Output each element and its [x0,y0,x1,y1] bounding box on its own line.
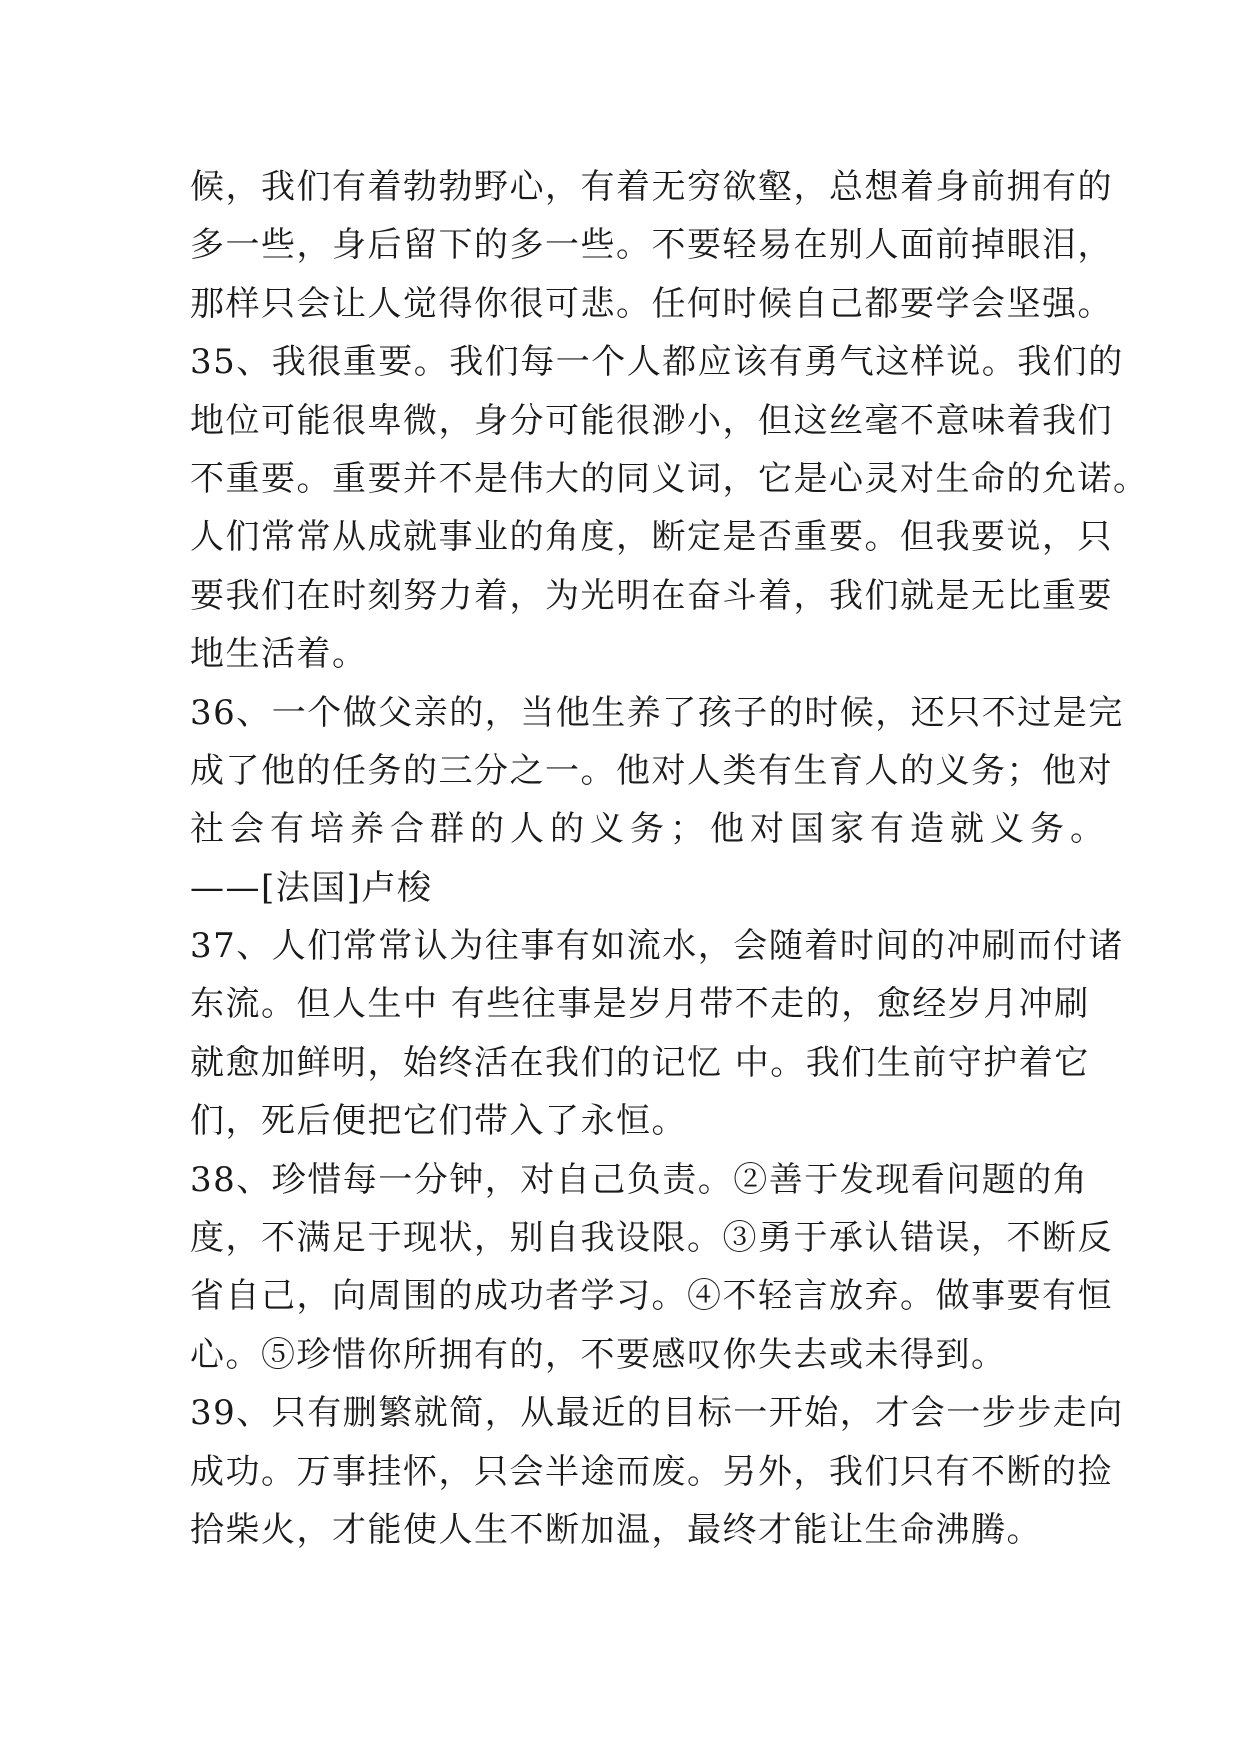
body-text [190,158,1149,1559]
text-line: 就愈加鲜明，始终活在我们的记忆 中。我们生前守护着它 [190,1042,1090,1083]
text-line: 35、我很重要。我们每一个人都应该有勇气这样说。我们的 [190,342,1124,383]
text-line: 要我们在时刻努力着，为光明在奋斗着，我们就是无比重要 [190,575,1113,616]
text-line: 多一些，身后留下的多一些。不要轻易在别人面前掉眼泪， [190,225,1113,266]
text-line: 候，我们有着勃勃野心，有着无穷欲壑，总想着身前拥有的 [190,167,1113,207]
text-line: 38、珍惜每一分钟，对自己负责。②善于发现看问题的角 [190,1159,1089,1200]
text-line: 人们常常从成就事业的角度，断定是否重要。但我要说，只 [190,517,1113,558]
text-line: 省自己，向周围的成功者学习。④不轻言放弃。做事要有恒 [190,1276,1113,1317]
text-line: 那样只会让人觉得你很可悲。任何时候自己都要学会坚强。 [190,283,1113,324]
text-line: 39、只有删繁就简，从最近的目标一开始，才会一步步走向 [190,1393,1124,1434]
text-line: ——[法国]卢梭 [190,867,433,908]
text-line: 东流。但人生中 有些往事是岁月带不走的，愈经岁月冲刷 [190,984,1090,1025]
text-line: 拾柴火，才能使人生不断加温，最终才能让生命沸腾。 [190,1509,1042,1550]
text-line: 37、人们常常认为往事有如流水，会随着时间的冲刷而付诸 [190,926,1124,967]
text-line: 们，死后便把它们带入了永恒。 [190,1101,687,1142]
text-line: 地位可能很卑微，身分可能很渺小，但这丝毫不意味着我们 [190,400,1113,441]
text-line: 度，不满足于现状，别自我设限。③勇于承认错误，不断反 [190,1218,1113,1259]
text-line: 成了他的任务的三分之一。他对人类有生育人的义务；他对 [190,750,1113,791]
text-line: 不重要。重要并不是伟大的同义词，它是心灵对生命的允诺。 [190,458,1149,499]
text-line: 成功。万事挂怀，只会半途而废。另外，我们只有不断的捡 [190,1451,1113,1492]
text-line: 社会有培养合群的人的义务；他对国家有造就义务。 [190,809,1110,850]
text-line: 36、一个做父亲的，当他生养了孩子的时候，还只不过是完 [190,692,1124,733]
text-line: 地生活着。 [190,634,368,675]
text-line: 心。⑤珍惜你所拥有的，不要感叹你失去或未得到。 [190,1334,1007,1375]
